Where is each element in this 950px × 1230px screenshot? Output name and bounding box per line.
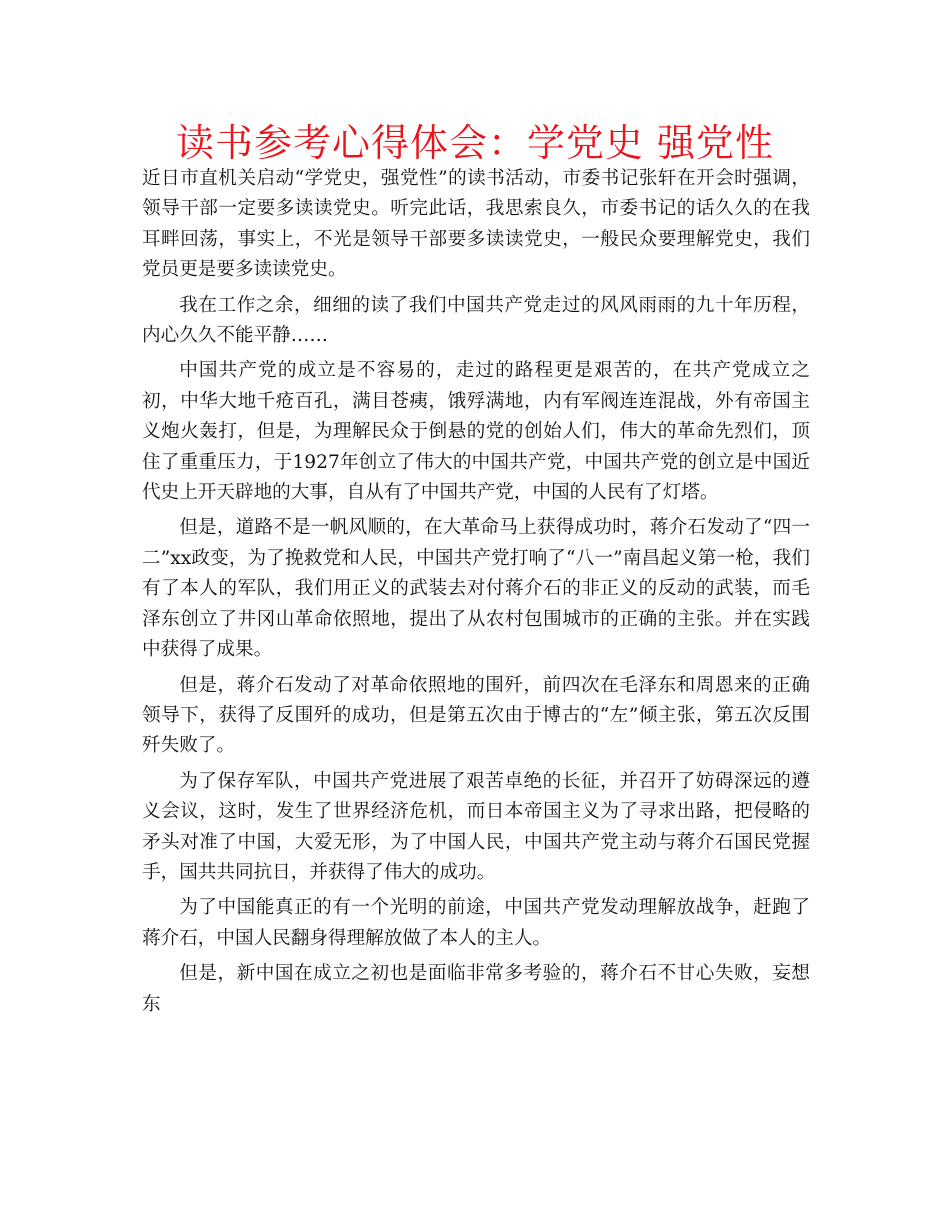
paragraph-3: 中国共产党的成立是不容易的，走过的路程更是艰苦的，在共产党成立之初，中华大地千疮百孔，满目苍痍，饿殍满地，内有军阀连连混战，外有帝国主义炮火轰打，但是，为理解民众于倒悬的党的创始人们，伟大的革命先烈们，顶住了重重压力，于1927年创立了伟大的中国共产党，中国共产党的创立是中国近代史上开天辟地的大事，自从有了中国共产党，中国的人民有了灯塔。 [142,360,810,504]
paragraph-8: 但是，新中国在成立之初也是面临非常多考验的，蒋介石不甘心失败，妄想东 [142,963,810,1015]
paragraph-4: 但是，道路不是一帆风顺的，在大革命马上获得成功时，蒋介石发动了“四一二”xx政变，为了挽救党和人民，中国共产党打响了“八一”南昌起义第一枪，我们有了本人的军队，我们用正义的武装去对付蒋介石的非正义的反动的武装，而毛泽东创立了井冈山革命依照地，提出了从农村包围城市的正确的主张。并在实践中获得了成果。 [142,517,810,661]
paragraph-2: 我在工作之余，细细的读了我们中国共产党走过的风风雨雨的九十年历程，内心久久不能平静…… [142,294,810,347]
paragraph-1: 近日市直机关启动“学党史，强党性”的读书活动，市委书记张轩在开会时强调，领导干部一定要多读读党史。听完此话，我思索良久，市委书记的话久久的在我耳畔回荡，事实上，不光是领导干部要多读读党史，一般民众要理解党史，我们党员更是要多读读党史。 [142,168,810,281]
paragraph-7: 为了中国能真正的有一个光明的前途，中国共产党发动理解放战争，赶跑了蒋介石，中国人民翻身得理解放做了本人的主人。 [142,897,810,949]
paragraph-5: 但是，蒋介石发动了对革命依照地的围歼，前四次在毛泽东和周恩来的正确领导下，获得了反围歼的成功，但是第五次由于博古的“左”倾主张，第五次反围歼失败了。 [142,674,810,757]
document-body [142,164,810,1025]
document-title: 读书参考心得体会：学党史 强党性 [175,121,775,165]
paragraph-6: 为了保存军队，中国共产党进展了艰苦卓绝的长征，并召开了妨碍深远的遵义会议，这时，发生了世界经济危机，而日本帝国主义为了寻求出路，把侵略的矛头对准了中国，大爱无形，为了中国人民，中国共产党主动与蒋介石国民党握手，国共共同抗日，并获得了伟大的成功。 [142,770,810,883]
